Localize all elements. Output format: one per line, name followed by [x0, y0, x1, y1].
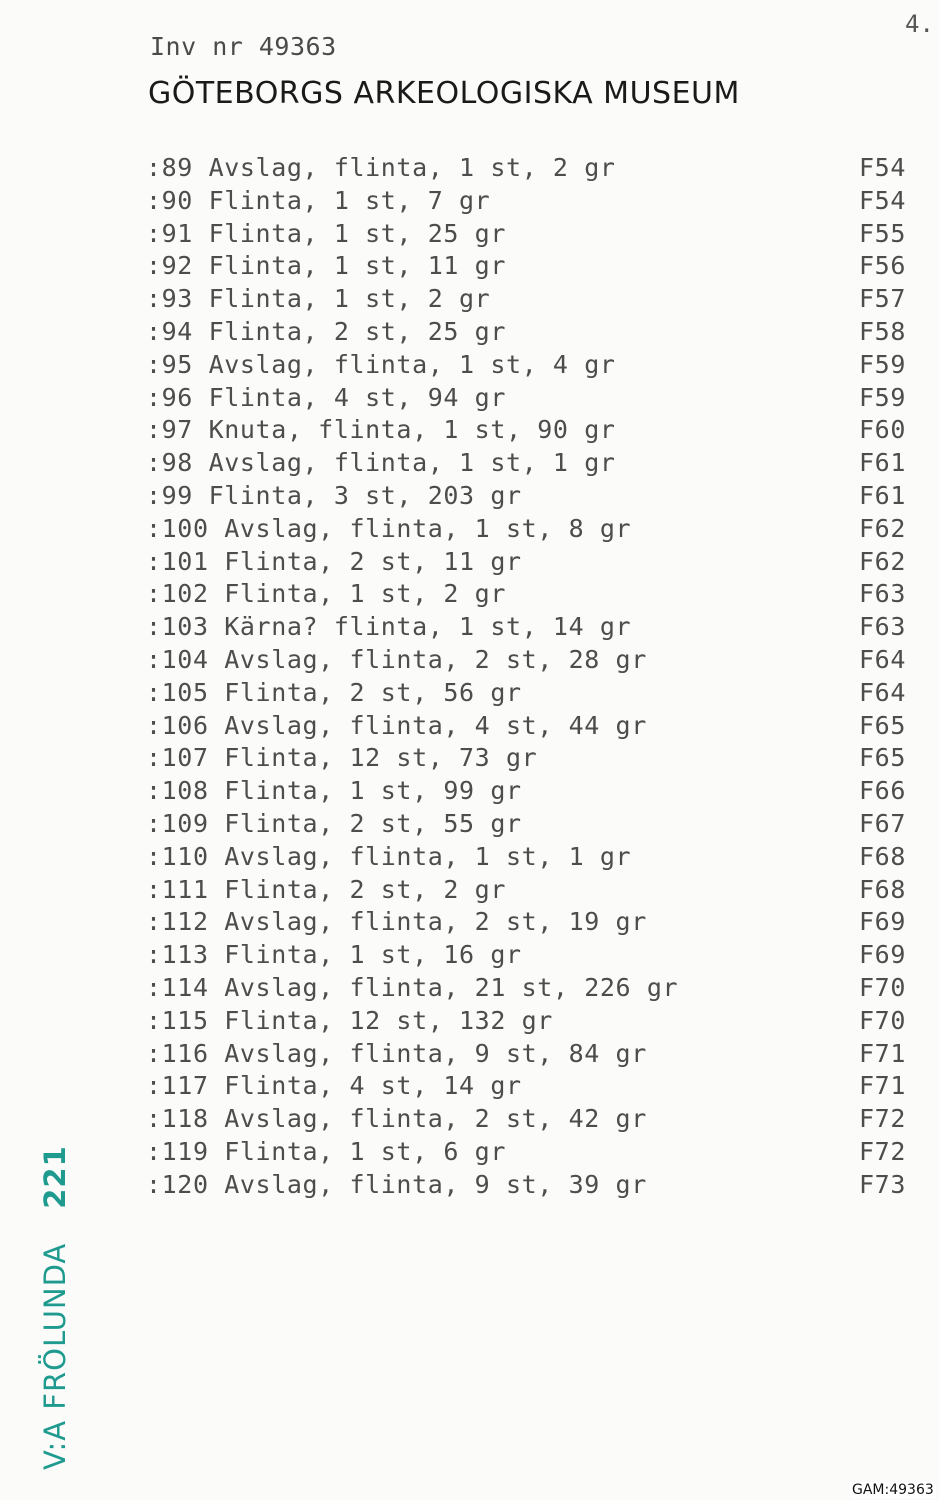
list-item [146, 710, 906, 743]
entry-description: :120 Avslag, flinta, 9 st, 39 gr [146, 1169, 647, 1199]
entry-description: :98 Avslag, flinta, 1 st, 1 gr [146, 448, 616, 478]
list-item [146, 906, 906, 939]
entry-description: :118 Avslag, flinta, 2 st, 42 gr [146, 1104, 647, 1134]
list-item [146, 316, 906, 349]
entry-description: :113 Flinta, 1 st, 16 gr [146, 940, 522, 970]
list-item [146, 775, 906, 808]
list-item [146, 1070, 906, 1103]
entry-description: :102 Flinta, 1 st, 2 gr [146, 579, 506, 609]
list-item [146, 349, 906, 382]
list-item [146, 1103, 906, 1136]
list-item [146, 414, 906, 447]
entry-description: :103 Kärna? flinta, 1 st, 14 gr [146, 612, 632, 642]
list-item [146, 447, 906, 480]
entry-find-ref: F62 [859, 513, 906, 543]
list-item [146, 152, 906, 185]
entry-description: :111 Flinta, 2 st, 2 gr [146, 874, 506, 904]
entry-description: :119 Flinta, 1 st, 6 gr [146, 1136, 506, 1166]
list-item [146, 1038, 906, 1071]
entry-find-ref: F65 [859, 710, 906, 740]
entry-find-ref: F60 [859, 415, 906, 445]
entry-find-ref: F57 [859, 284, 906, 314]
entry-find-ref: F56 [859, 251, 906, 281]
entry-find-ref: F73 [859, 1169, 906, 1199]
entry-description: :92 Flinta, 1 st, 11 gr [146, 251, 506, 281]
entry-description: :90 Flinta, 1 st, 7 gr [146, 185, 491, 215]
list-item [146, 644, 906, 677]
list-item [146, 677, 906, 710]
entry-find-ref: F69 [859, 940, 906, 970]
list-item [146, 742, 906, 775]
entry-find-ref: F58 [859, 316, 906, 346]
entry-find-ref: F61 [859, 448, 906, 478]
entry-find-ref: F62 [859, 546, 906, 576]
entry-find-ref: F71 [859, 1038, 906, 1068]
entry-find-ref: F70 [859, 1005, 906, 1035]
inventory-number: Inv nr 49363 [150, 32, 337, 61]
list-item [146, 972, 906, 1005]
archive-id: GAM:49363 [852, 1482, 934, 1498]
entry-find-ref: F72 [859, 1104, 906, 1134]
entry-description: :108 Flinta, 1 st, 99 gr [146, 776, 522, 806]
museum-name: GÖTEBORGS ARKEOLOGISKA MUSEUM [148, 76, 740, 111]
list-item [146, 1169, 906, 1202]
entry-description: :91 Flinta, 1 st, 25 gr [146, 218, 506, 248]
entry-description: :96 Flinta, 4 st, 94 gr [146, 382, 506, 412]
page-number: 4. [905, 10, 934, 38]
entry-description: :99 Flinta, 3 st, 203 gr [146, 480, 522, 510]
entry-find-ref: F71 [859, 1071, 906, 1101]
list-item [146, 185, 906, 218]
entry-find-ref: F67 [859, 808, 906, 838]
entry-description: :95 Avslag, flinta, 1 st, 4 gr [146, 349, 616, 379]
list-item [146, 874, 906, 907]
entry-find-ref: F66 [859, 776, 906, 806]
entry-find-ref: F70 [859, 972, 906, 1002]
entry-find-ref: F55 [859, 218, 906, 248]
entry-description: :105 Flinta, 2 st, 56 gr [146, 677, 522, 707]
entry-description: :112 Avslag, flinta, 2 st, 19 gr [146, 907, 647, 937]
entry-find-ref: F59 [859, 349, 906, 379]
entry-description: :100 Avslag, flinta, 1 st, 8 gr [146, 513, 632, 543]
list-item [146, 808, 906, 841]
entry-description: :115 Flinta, 12 st, 132 gr [146, 1005, 553, 1035]
entry-find-ref: F68 [859, 874, 906, 904]
entry-description: :107 Flinta, 12 st, 73 gr [146, 743, 538, 773]
entry-description: :110 Avslag, flinta, 1 st, 1 gr [146, 841, 632, 871]
list-item [146, 939, 906, 972]
entry-find-ref: F63 [859, 612, 906, 642]
list-item [146, 218, 906, 251]
list-item [146, 513, 906, 546]
list-item [146, 611, 906, 644]
entry-find-ref: F61 [859, 480, 906, 510]
stamp-number: 221 [38, 1145, 72, 1209]
entry-description: :94 Flinta, 2 st, 25 gr [146, 316, 506, 346]
site-stamp [38, 1145, 72, 1470]
entry-find-ref: F69 [859, 907, 906, 937]
entry-description: :93 Flinta, 1 st, 2 gr [146, 284, 491, 314]
entry-description: :106 Avslag, flinta, 4 st, 44 gr [146, 710, 647, 740]
entry-description: :109 Flinta, 2 st, 55 gr [146, 808, 522, 838]
entry-description: :114 Avslag, flinta, 21 st, 226 gr [146, 972, 679, 1002]
entry-list [146, 152, 906, 1202]
entry-find-ref: F54 [859, 153, 906, 182]
list-item [146, 480, 906, 513]
entry-description: :101 Flinta, 2 st, 11 gr [146, 546, 522, 576]
entry-description: :116 Avslag, flinta, 9 st, 84 gr [146, 1038, 647, 1068]
entry-description: :97 Knuta, flinta, 1 st, 90 gr [146, 415, 616, 445]
entry-find-ref: F54 [859, 185, 906, 215]
list-item [146, 283, 906, 316]
list-item [146, 578, 906, 611]
entry-description: :89 Avslag, flinta, 1 st, 2 gr [146, 153, 616, 182]
list-item [146, 382, 906, 415]
entry-find-ref: F64 [859, 677, 906, 707]
stamp-site-name: V:A FRÖLUNDA [38, 1242, 72, 1470]
entry-find-ref: F59 [859, 382, 906, 412]
list-item [146, 841, 906, 874]
entry-find-ref: F63 [859, 579, 906, 609]
entry-find-ref: F72 [859, 1136, 906, 1166]
entry-find-ref: F65 [859, 743, 906, 773]
list-item [146, 250, 906, 283]
list-item [146, 1005, 906, 1038]
list-item [146, 1136, 906, 1169]
entry-find-ref: F64 [859, 644, 906, 674]
entry-find-ref: F68 [859, 841, 906, 871]
list-item [146, 546, 906, 579]
entry-description: :104 Avslag, flinta, 2 st, 28 gr [146, 644, 647, 674]
entry-description: :117 Flinta, 4 st, 14 gr [146, 1071, 522, 1101]
